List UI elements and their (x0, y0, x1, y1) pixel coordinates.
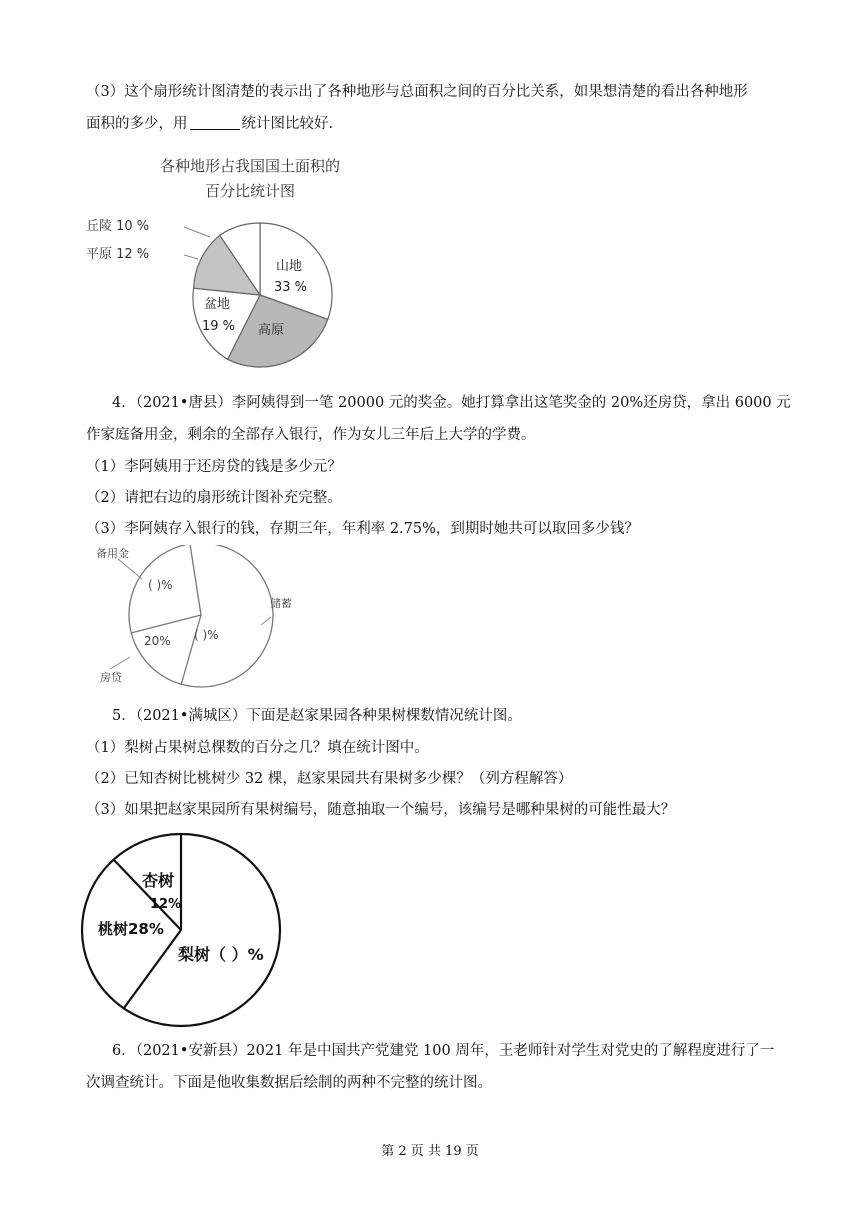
q3-part3-line2 (86, 114, 333, 134)
q3-part3-line2a: 面积的多少，用 (86, 116, 188, 132)
fruit-divider-lower-left (124, 930, 181, 1008)
q3-part3-line2b: 统计图比较好. (241, 116, 334, 132)
label-basin-pct: 19 % (202, 319, 236, 334)
q4-sub3: （3）李阿姨存入银行的钱，存期三年，年利率 2.75%，到期时她共可以取回多少钱？ (86, 521, 639, 537)
label-pear: 梨树（ ）% (178, 945, 264, 964)
mortgage-leader-line (110, 657, 130, 669)
label-apricot-pct: 12% (150, 897, 182, 912)
terrain-chart-title-line2: 百分比统计图 (204, 182, 295, 200)
money-pie-chart (86, 545, 306, 690)
q4-line1: 4．（2021•唐县）李阿姨得到一笔 20000 元的奖金。她打算拿出这笔奖金的 20%还房贷，拿出 6000 元 (112, 395, 791, 411)
reserve-leader-line (118, 559, 142, 579)
label-mortgage-pct: 20% (144, 634, 171, 648)
plain-leader-line (184, 255, 198, 259)
q5-line1: 5．（2021•满城区）下面是赵家果园各种果树棵数情况统计图。 (112, 708, 522, 724)
label-mountain-pct: 33 % (274, 280, 308, 295)
money-divider-top (190, 545, 201, 615)
fruit-pie-chart (80, 830, 300, 1030)
q6-line2: 次调查统计。下面是他收集数据后绘制的两种不完整的统计图。 (86, 1075, 492, 1091)
money-divider-left (131, 615, 201, 633)
money-divider-bottom (181, 615, 201, 685)
terrain-chart-title-line1: 各种地形占我国国土面积的 (159, 157, 340, 175)
savings-leader-line (261, 617, 271, 625)
hills-leader-line (184, 227, 210, 237)
q5-sub2: （2）已知杏树比桃树少 32 棵，赵家果园共有果树多少棵？（列方程解答） (86, 771, 573, 787)
q4-sub1: （1）李阿姨用于还房贷的钱是多少元？ (86, 459, 342, 475)
q3-part3-line1: （3）这个扇形统计图清楚的表示出了各种地形与总面积之间的百分比关系，如果想清楚的看出各种地形 (86, 84, 748, 100)
label-reserve: 备用金 (96, 547, 129, 560)
q4-sub2: （2）请把右边的扇形统计图补充完整。 (86, 490, 342, 506)
q5-sub1: （1）梨树占果树总棵数的百分之几？填在统计图中。 (86, 740, 429, 756)
label-plateau: 高原 (258, 323, 285, 338)
label-mortgage: 房贷 (100, 671, 122, 684)
label-mountain-name: 山地 (276, 259, 303, 274)
label-basin-name: 盆地 (204, 297, 231, 312)
label-savings-pct: ( )% (194, 628, 219, 642)
label-hills: 丘陵 10 % (86, 219, 150, 234)
q5-sub3: （3）如果把赵家果园所有果树编号，随意抽取一个编号，该编号是哪种果树的可能性最大？ (86, 802, 676, 818)
terrain-pie-chart (80, 200, 380, 380)
label-savings: 储蓄 (270, 597, 292, 610)
label-peach: 桃树28% (98, 920, 164, 938)
label-apricot: 杏树 (142, 871, 175, 890)
q6-line1: 6．（2021•安新县）2021 年是中国共产党建党 100 周年，王老师针对学生对党史的了解程度进行了一 (112, 1043, 775, 1059)
answer-blank[interactable] (190, 115, 240, 130)
label-reserve-pct: ( )% (148, 578, 173, 592)
label-plain: 平原 12 % (86, 247, 150, 262)
q4-line2: 作家庭备用金，剩余的全部存入银行，作为女儿三年后上大学的学费。 (86, 427, 536, 443)
page-footer: 第 2 页 共 19 页 (381, 1144, 479, 1159)
